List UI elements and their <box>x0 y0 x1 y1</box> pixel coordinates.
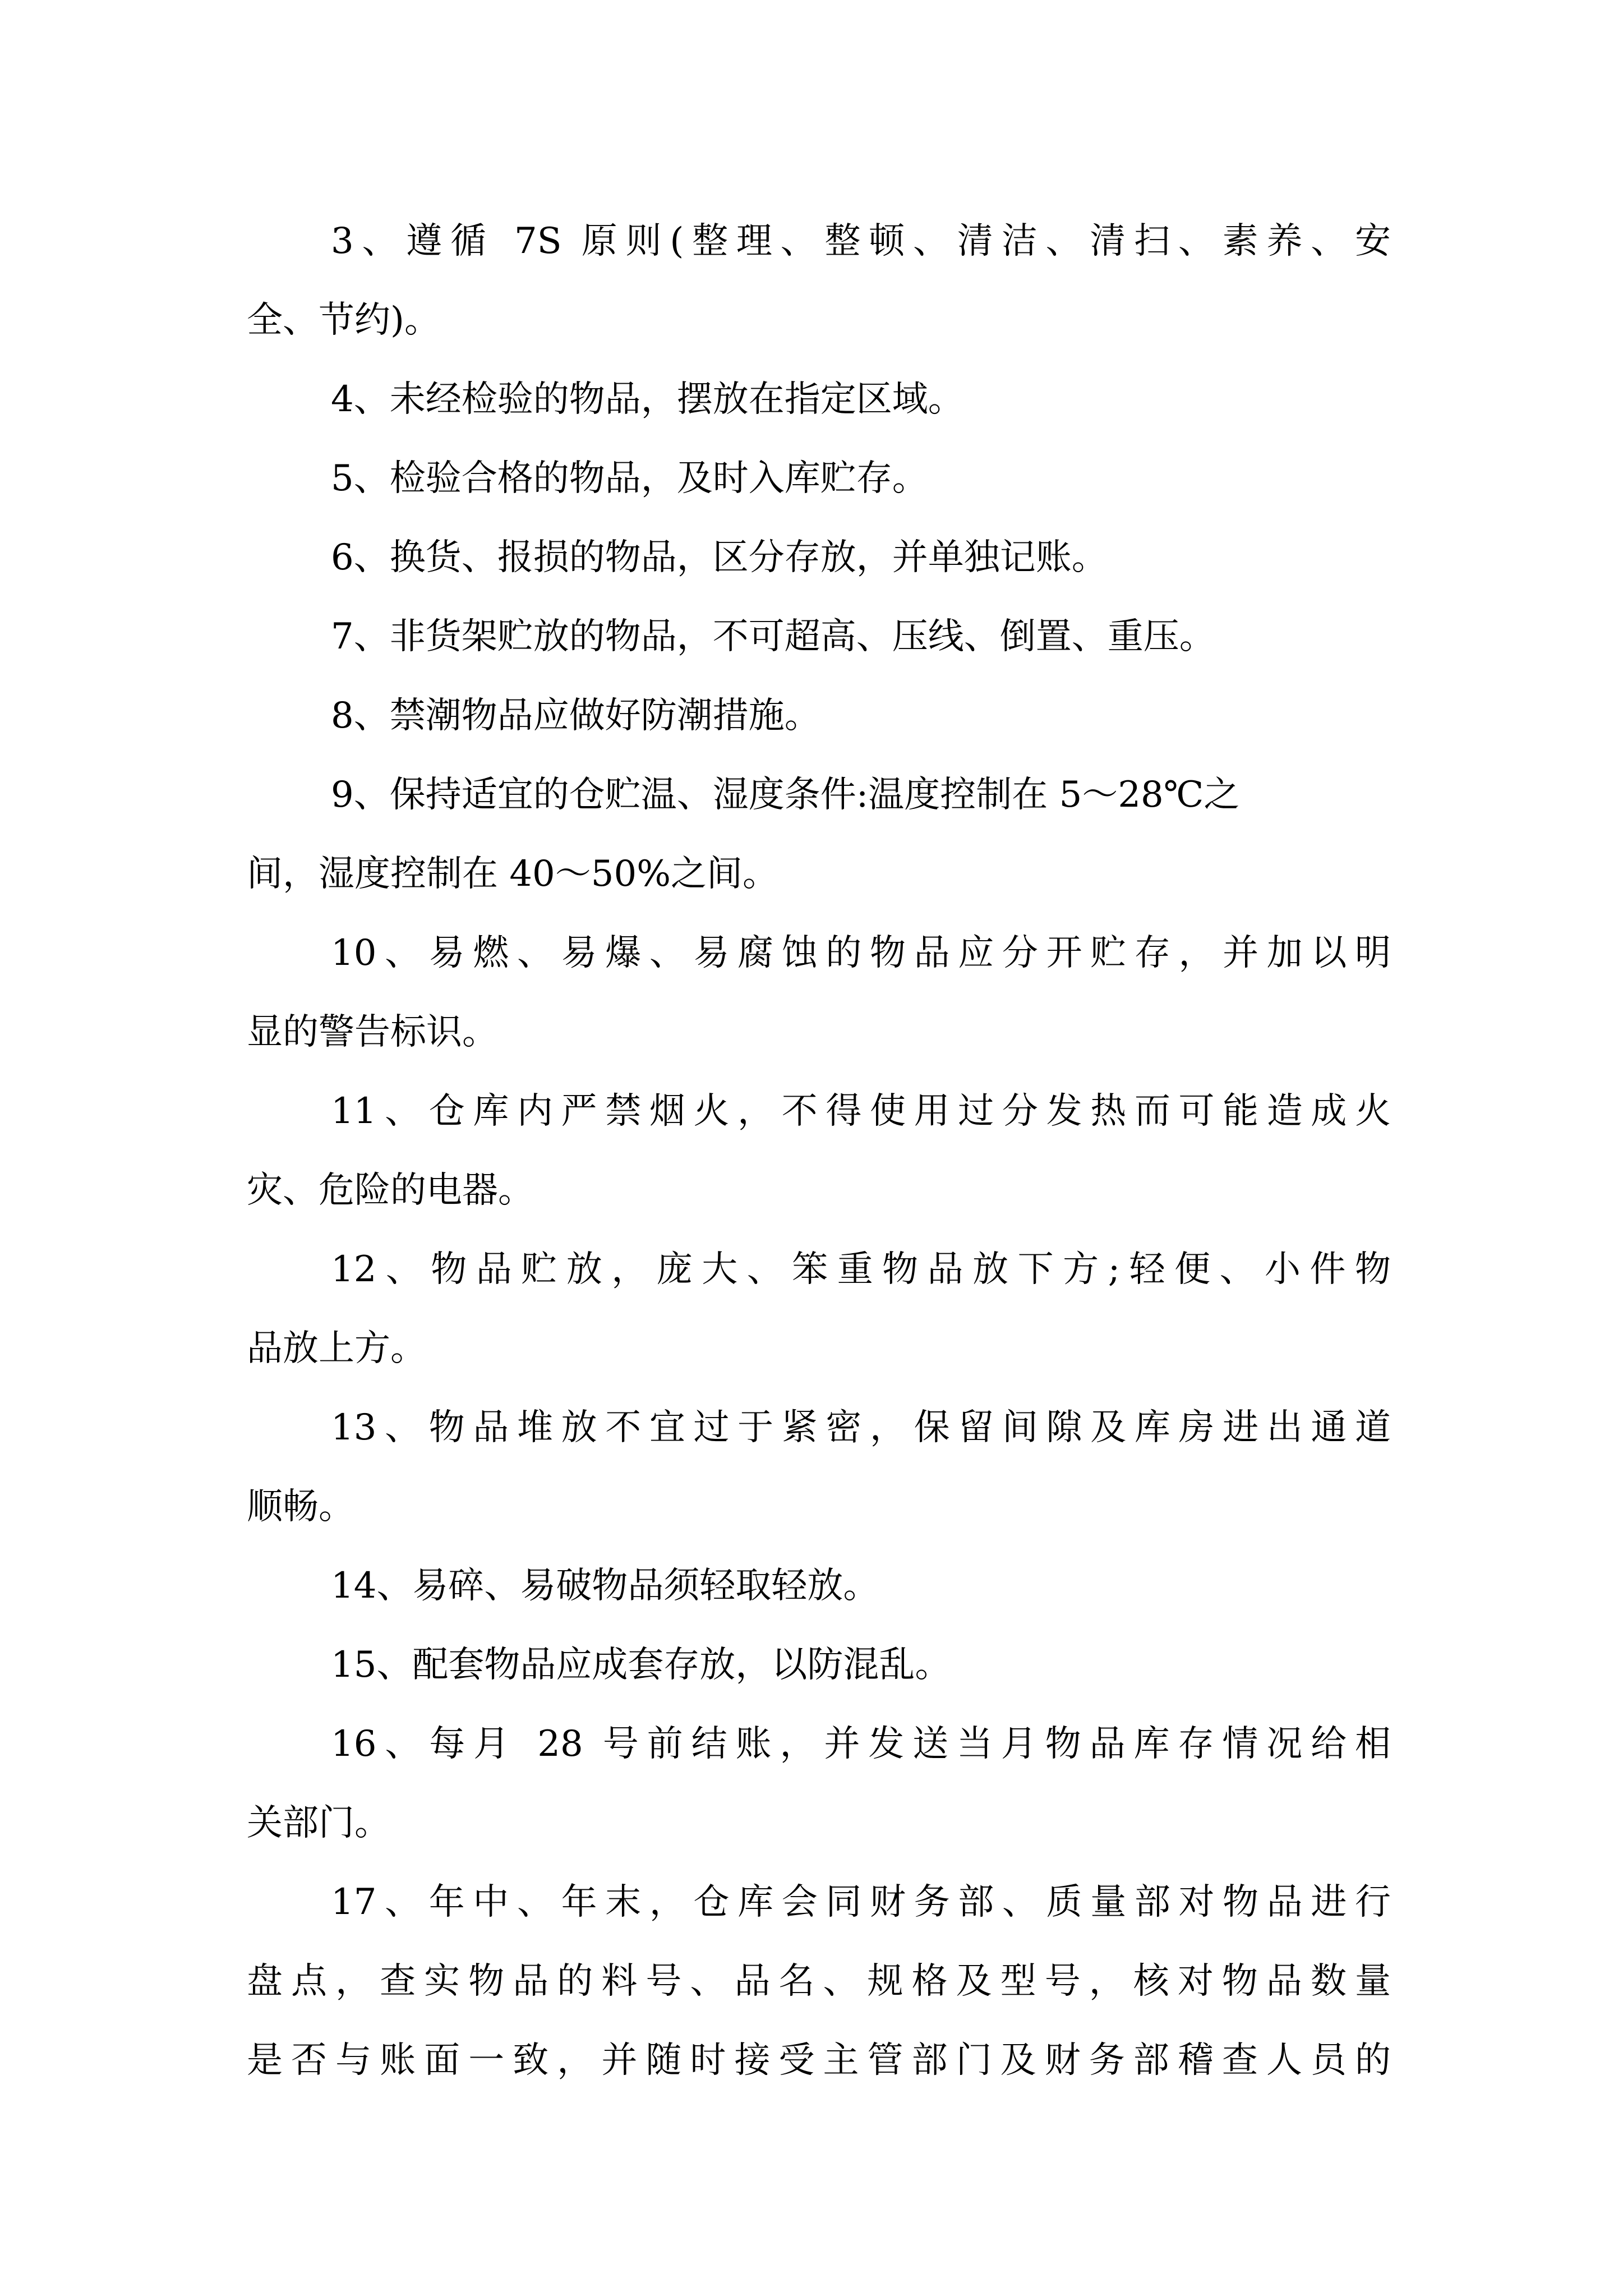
paragraph-line: 全、节约)。 <box>247 300 440 341</box>
paragraph-line: 显的警告标识。 <box>247 1011 498 1053</box>
paragraph-line: 5、检验合格的物品，及时入库贮存。 <box>331 458 928 499</box>
paragraph-line: 6、换货、报损的物品，区分存放，并单独记账。 <box>331 537 1108 578</box>
paragraph-line: 15、配套物品应成套存放，以防混乱。 <box>331 1644 951 1686</box>
paragraph-line: 关部门。 <box>247 1802 390 1844</box>
paragraph-line: 品放上方。 <box>247 1328 426 1369</box>
paragraph-line: 是否与账面一致，并随时接受主管部门及财务部稽查人员的 <box>247 2040 1391 2081</box>
paragraph-line: 间，湿度控制在 40～50%之间。 <box>247 853 779 895</box>
paragraph-line: 盘点，查实物品的料号、品名、规格及型号，核对物品数量 <box>247 1961 1391 2002</box>
paragraph-line: 16、每月 28 号前结账，并发送当月物品库存情况给相 <box>331 1723 1391 1765</box>
paragraph-line: 12、物品贮放，庞大、笨重物品放下方;轻便、小件物 <box>331 1249 1391 1290</box>
document-body <box>247 202 1391 2100</box>
paragraph-line: 7、非货架贮放的物品，不可超高、压线、倒置、重压。 <box>331 616 1215 657</box>
paragraph-line: 顺畅。 <box>247 1486 354 1527</box>
paragraph-line: 灾、危险的电器。 <box>247 1170 534 1211</box>
paragraph-line: 17、年中、年末，仓库会同财务部、质量部对物品进行 <box>331 1881 1391 1923</box>
paragraph-line: 4、未经检验的物品，摆放在指定区域。 <box>331 379 964 420</box>
paragraph-line: 3、遵循 7S 原则(整理、整顿、清洁、清扫、素养、安 <box>331 220 1391 262</box>
paragraph-line: 13、物品堆放不宜过于紧密，保留间隙及库房进出通道 <box>331 1407 1391 1448</box>
paragraph-line: 9、保持适宜的仓贮温、湿度条件:温度控制在 5～28℃之 <box>331 774 1240 816</box>
paragraph-line: 10、易燃、易爆、易腐蚀的物品应分开贮存，并加以明 <box>331 932 1391 974</box>
paragraph-line: 8、禁潮物品应做好防潮措施。 <box>331 695 820 737</box>
paragraph-line: 14、易碎、易破物品须轻取轻放。 <box>331 1565 879 1607</box>
paragraph-line: 11、仓库内严禁烟火，不得使用过分发热而可能造成火 <box>331 1091 1391 1132</box>
